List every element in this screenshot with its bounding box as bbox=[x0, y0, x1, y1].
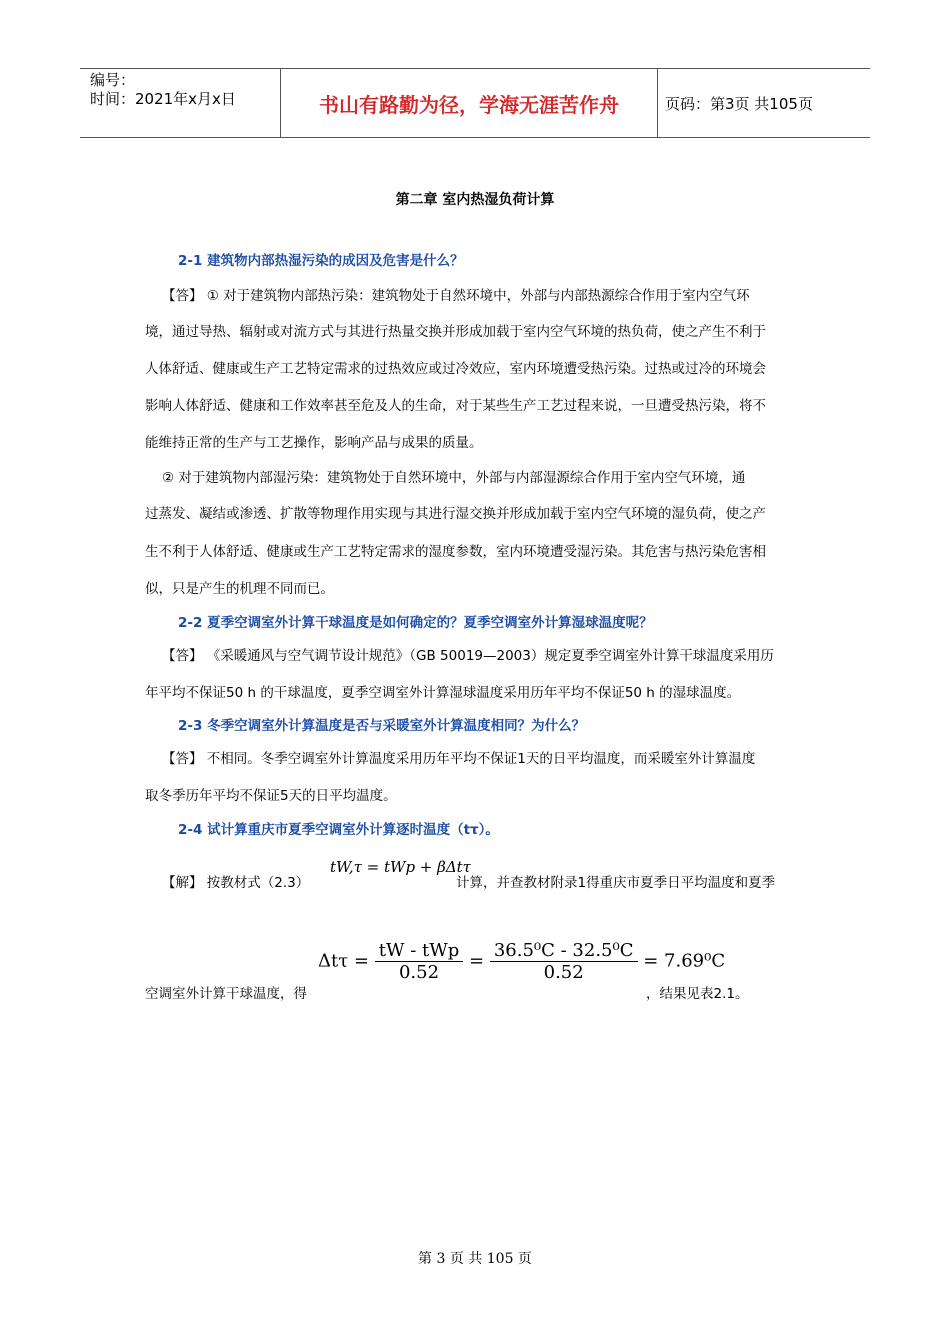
header-table bbox=[80, 68, 870, 138]
equals-sign: = bbox=[469, 950, 485, 972]
fraction-numerator: 36.5⁰C - 32.5⁰C bbox=[490, 940, 638, 962]
solution-line2-prefix: 空调室外计算干球温度，得 bbox=[145, 986, 307, 1002]
page-footer: 第 3 页 共 105 页 bbox=[418, 1251, 532, 1267]
question-2-2: 2-2 夏季空调室外计算干球温度是如何确定的？夏季空调室外计算湿球温度呢？ bbox=[178, 615, 653, 631]
answer-line: 影响人体舒适、健康和工作效率甚至危及人的生命，对于某些生产工艺过程来说，一旦遭受热污染，将不 bbox=[145, 398, 766, 414]
motto: 书山有路勤为径，学海无涯苦作舟 bbox=[280, 69, 658, 137]
date-line: 时间：2021年x月x日 bbox=[90, 90, 236, 108]
solution-prefix: 【解】 按教材式（2.3） bbox=[162, 875, 310, 891]
answer-line: 能维持正常的生产与工艺操作，影响产品与成果的质量。 bbox=[145, 435, 483, 451]
answer-line: 过蒸发、凝结或渗透、扩散等物理作用实现与其进行湿交换并形成加载于室内空气环境的湿负荷，使之产 bbox=[145, 506, 766, 522]
answer-line: ② 对于建筑物内部湿污染：建筑物处于自然环境中，外部与内部湿源综合作用于室内空气环境，通 bbox=[162, 470, 746, 486]
formula-result: = 7.69⁰C bbox=[643, 950, 726, 972]
answer-line: 生不利于人体舒适、健康或生产工艺特定需求的湿度参数，室内环境遭受湿污染。其危害与热污染危害相 bbox=[145, 544, 766, 560]
answer-line: 境，通过导热、辐射或对流方式与其进行热量交换并形成加载于室内空气环境的热负荷，使之产生不利于 bbox=[145, 324, 766, 340]
question-2-4: 2-4 试计算重庆市夏季空调室外计算逐时温度（tτ）。 bbox=[178, 822, 499, 838]
answer-line: 【答】 ① 对于建筑物内部热污染：建筑物处于自然环境中，外部与内部热源综合作用于室内空气环 bbox=[162, 288, 750, 304]
fraction-denominator: 0.52 bbox=[398, 962, 440, 983]
chapter-title: 第二章 室内热湿负荷计算 bbox=[395, 192, 555, 208]
question-2-1: 2-1 建筑物内部热湿污染的成因及危害是什么？ bbox=[178, 253, 464, 269]
formula-delta-t bbox=[318, 940, 725, 983]
answer-line: 【答】 《采暖通风与空气调节设计规范》（GB 50019—2003）规定夏季空调室外计算干球温度采用历 bbox=[162, 648, 774, 664]
answer-line: 年平均不保证50 h 的干球温度，夏季空调室外计算湿球温度采用历年平均不保证50 h 的湿球温度。 bbox=[145, 685, 741, 701]
question-2-3: 2-3 冬季空调室外计算温度是否与采暖室外计算温度相同？为什么？ bbox=[178, 718, 586, 734]
header-meta bbox=[80, 69, 280, 139]
fraction-numeric bbox=[490, 940, 638, 983]
solution-line2-suffix: ，结果见表2.1。 bbox=[646, 986, 749, 1002]
fraction-numerator: tW - tWp bbox=[375, 940, 464, 962]
answer-line: 似，只是产生的机理不同而已。 bbox=[145, 581, 334, 597]
page-info: 页码：第3页 共105页 bbox=[665, 94, 813, 113]
answer-line: 人体舒适、健康或生产工艺特定需求的过热效应或过冷效应，室内环境遭受热污染。过热或过冷的环境会 bbox=[145, 361, 766, 377]
answer-line: 取冬季历年平均不保证5天的日平均温度。 bbox=[145, 788, 397, 804]
formula-hourly-temperature: tW,τ = tWp + βΔtτ bbox=[330, 858, 471, 876]
formula-lhs: Δtτ = bbox=[318, 950, 369, 972]
fraction-symbolic bbox=[375, 940, 464, 983]
answer-line: 【答】 不相同。冬季空调室外计算温度采用历年平均不保证1天的日平均温度，而采暖室外计算温度 bbox=[162, 751, 756, 767]
fraction-denominator: 0.52 bbox=[543, 962, 584, 983]
number-label: 编号： bbox=[90, 71, 136, 89]
solution-suffix: 计算，并查教材附录1得重庆市夏季日平均温度和夏季 bbox=[456, 875, 776, 891]
